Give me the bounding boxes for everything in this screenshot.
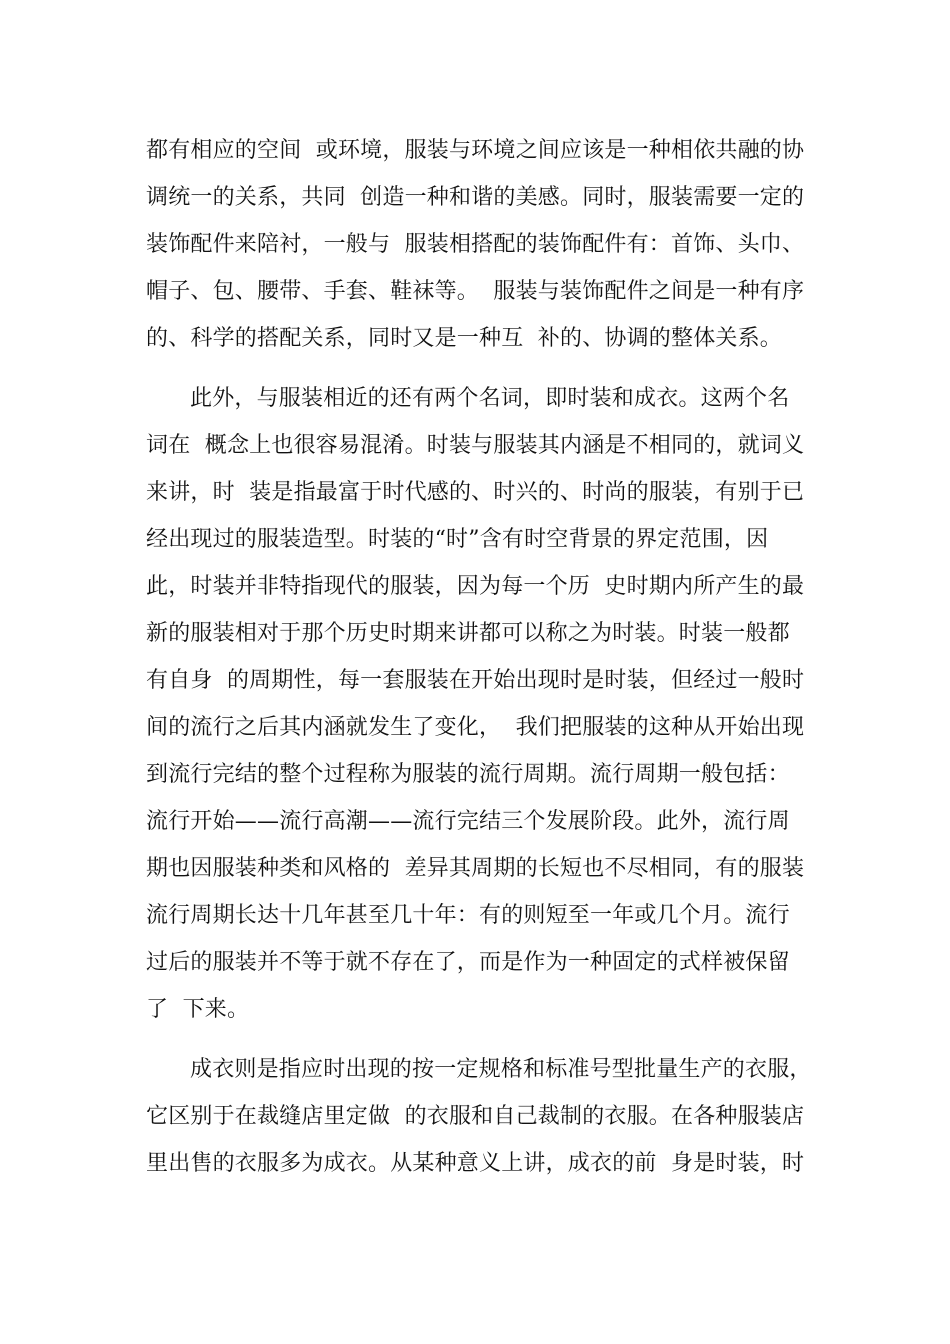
text-line: 流行开始——流行高潮——流行完结三个发展阶段。此外，流行周 — [146, 809, 790, 834]
text-line: 里出售的衣服多为成衣。从某种意义上讲，成衣的前 身是时装，时 — [146, 1151, 805, 1176]
text-line: 到流行完结的整个过程称为服装的流行周期。流行周期一般包括： — [146, 762, 790, 787]
text-line: 来讲，时 装是指最富于时代感的、时兴的、时尚的服装，有别于已 — [146, 480, 805, 505]
text-line: 的、科学的搭配关系，同时又是一种互 补的、协调的整体关系。 — [146, 326, 782, 351]
text-line: 过后的服装并不等于就不存在了，而是作为一种固定的式样被保留 — [146, 950, 790, 975]
text-line: 帽子、包、腰带、手套、鞋袜等。 服装与装饰配件之间是一种有序 — [146, 279, 805, 304]
text-line: 有自身 的周期性，每一套服装在开始出现时是时装，但经过一般时 — [146, 668, 805, 693]
text-line: 间的流行之后其内涵就发生了变化， 我们把服装的这种从开始出现 — [146, 715, 805, 740]
text-line: 了 下来。 — [146, 997, 250, 1022]
text-line: 流行周期长达十几年甚至几十年：有的则短至一年或几个月。流行 — [146, 903, 790, 928]
text-line: 经出现过的服装造型。时装的“时”含有时空背景的界定范围，因 — [146, 527, 769, 552]
paragraph-first-line: 成衣则是指应时出现的按一定规格和标准号型批量生产的衣服， — [190, 1057, 812, 1082]
text-line: 它区别于在裁缝店里定做 的衣服和自己裁制的衣服。在各种服装店 — [146, 1104, 805, 1129]
text-line: 词在 概念上也很容易混淆。时装与服装其内涵是不相同的，就词义 — [146, 433, 805, 458]
text-line: 此，时装并非特指现代的服装，因为每一个历 史时期内所产生的最 — [146, 574, 805, 599]
text-line: 新的服装相对于那个历史时期来讲都可以称之为时装。时装一般都 — [146, 621, 790, 646]
paragraph-first-line: 此外，与服装相近的还有两个名词，即时装和成衣。这两个名 — [190, 386, 790, 411]
text-line: 都有相应的空间 或环境，服装与环境之间应该是一种相依共融的协 — [146, 138, 805, 163]
text-line: 期也因服装种类和风格的 差异其周期的长短也不尽相同，有的服装 — [146, 856, 805, 881]
text-line: 装饰配件来陪衬，一般与 服装相搭配的装饰配件有：首饰、头巾、 — [146, 232, 805, 257]
text-line: 调统一的关系，共同 创造一种和谐的美感。同时，服装需要一定的 — [146, 185, 805, 210]
